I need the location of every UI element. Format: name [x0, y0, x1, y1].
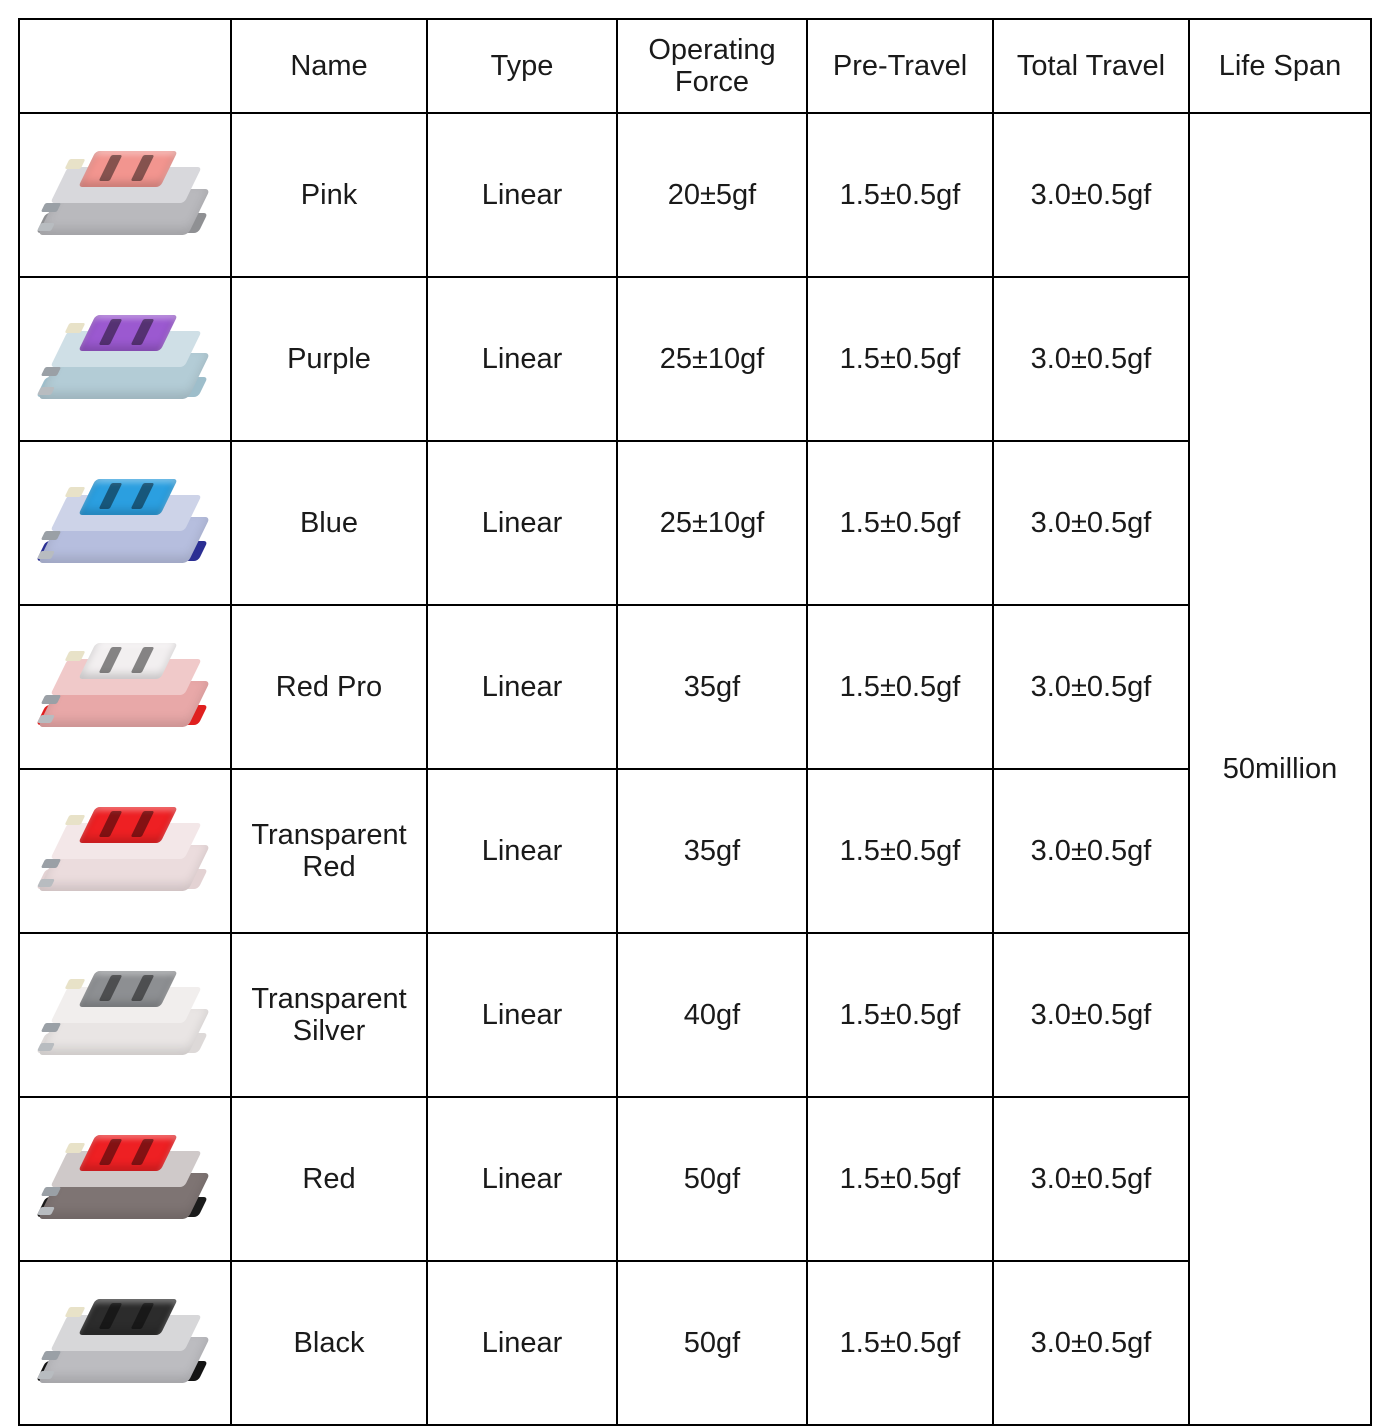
cell-name: Transparent Red — [231, 769, 427, 933]
cell-total-travel: 3.0±0.5gf — [993, 441, 1189, 605]
cell-operating-force: 20±5gf — [617, 113, 807, 277]
switch-image-cell — [19, 277, 231, 441]
cell-pre-travel: 1.5±0.5gf — [807, 1261, 993, 1425]
cell-type: Linear — [427, 277, 617, 441]
table-row — [19, 277, 1371, 441]
switch-image-cell — [19, 113, 231, 277]
cell-total-travel: 3.0±0.5gf — [993, 277, 1189, 441]
table-row — [19, 1097, 1371, 1261]
switch-purple-icon — [26, 282, 224, 436]
switch-transparent-red-icon — [26, 774, 224, 928]
table-row — [19, 113, 1371, 277]
cell-life-span: 50million — [1189, 113, 1371, 1425]
switch-image-cell — [19, 1261, 231, 1425]
switch-image-cell — [19, 1097, 231, 1261]
cell-type: Linear — [427, 1261, 617, 1425]
cell-operating-force: 25±10gf — [617, 441, 807, 605]
cell-total-travel: 3.0±0.5gf — [993, 1097, 1189, 1261]
cell-operating-force: 25±10gf — [617, 277, 807, 441]
header-total-travel: Total Travel — [993, 19, 1189, 113]
table-row — [19, 933, 1371, 1097]
header-row — [19, 19, 1371, 113]
cell-type: Linear — [427, 441, 617, 605]
switch-image-cell — [19, 769, 231, 933]
switch-spec-table — [18, 18, 1372, 1426]
switch-red-pro-icon — [26, 610, 224, 764]
cell-name: Red Pro — [231, 605, 427, 769]
header-operating-force: Operating Force — [617, 19, 807, 113]
header-life-span: Life Span — [1189, 19, 1371, 113]
switch-black-icon — [26, 1266, 224, 1420]
cell-pre-travel: 1.5±0.5gf — [807, 933, 993, 1097]
switch-image-cell — [19, 441, 231, 605]
cell-type: Linear — [427, 769, 617, 933]
cell-type: Linear — [427, 605, 617, 769]
cell-name: Blue — [231, 441, 427, 605]
cell-total-travel: 3.0±0.5gf — [993, 1261, 1189, 1425]
switch-red-icon — [26, 1102, 224, 1256]
cell-pre-travel: 1.5±0.5gf — [807, 113, 993, 277]
cell-pre-travel: 1.5±0.5gf — [807, 605, 993, 769]
cell-type: Linear — [427, 1097, 617, 1261]
switch-image-cell — [19, 605, 231, 769]
switch-pink-icon — [26, 118, 224, 272]
switch-blue-icon — [26, 446, 224, 600]
cell-name: Black — [231, 1261, 427, 1425]
header-image — [19, 19, 231, 113]
header-type: Type — [427, 19, 617, 113]
cell-operating-force: 40gf — [617, 933, 807, 1097]
cell-pre-travel: 1.5±0.5gf — [807, 277, 993, 441]
cell-type: Linear — [427, 933, 617, 1097]
table-row — [19, 769, 1371, 933]
table-body — [19, 113, 1371, 1425]
cell-operating-force: 35gf — [617, 769, 807, 933]
cell-operating-force: 35gf — [617, 605, 807, 769]
cell-pre-travel: 1.5±0.5gf — [807, 769, 993, 933]
switch-image-cell — [19, 933, 231, 1097]
table-header — [19, 19, 1371, 113]
cell-name: Red — [231, 1097, 427, 1261]
cell-pre-travel: 1.5±0.5gf — [807, 441, 993, 605]
header-pre-travel: Pre-Travel — [807, 19, 993, 113]
cell-total-travel: 3.0±0.5gf — [993, 113, 1189, 277]
cell-name: Transparent Silver — [231, 933, 427, 1097]
table-row — [19, 1261, 1371, 1425]
cell-name: Purple — [231, 277, 427, 441]
cell-type: Linear — [427, 113, 617, 277]
cell-pre-travel: 1.5±0.5gf — [807, 1097, 993, 1261]
table-row — [19, 605, 1371, 769]
cell-total-travel: 3.0±0.5gf — [993, 933, 1189, 1097]
cell-operating-force: 50gf — [617, 1261, 807, 1425]
header-name: Name — [231, 19, 427, 113]
cell-total-travel: 3.0±0.5gf — [993, 769, 1189, 933]
switch-transparent-silver-icon — [26, 938, 224, 1092]
cell-operating-force: 50gf — [617, 1097, 807, 1261]
table-row — [19, 441, 1371, 605]
cell-total-travel: 3.0±0.5gf — [993, 605, 1189, 769]
cell-name: Pink — [231, 113, 427, 277]
